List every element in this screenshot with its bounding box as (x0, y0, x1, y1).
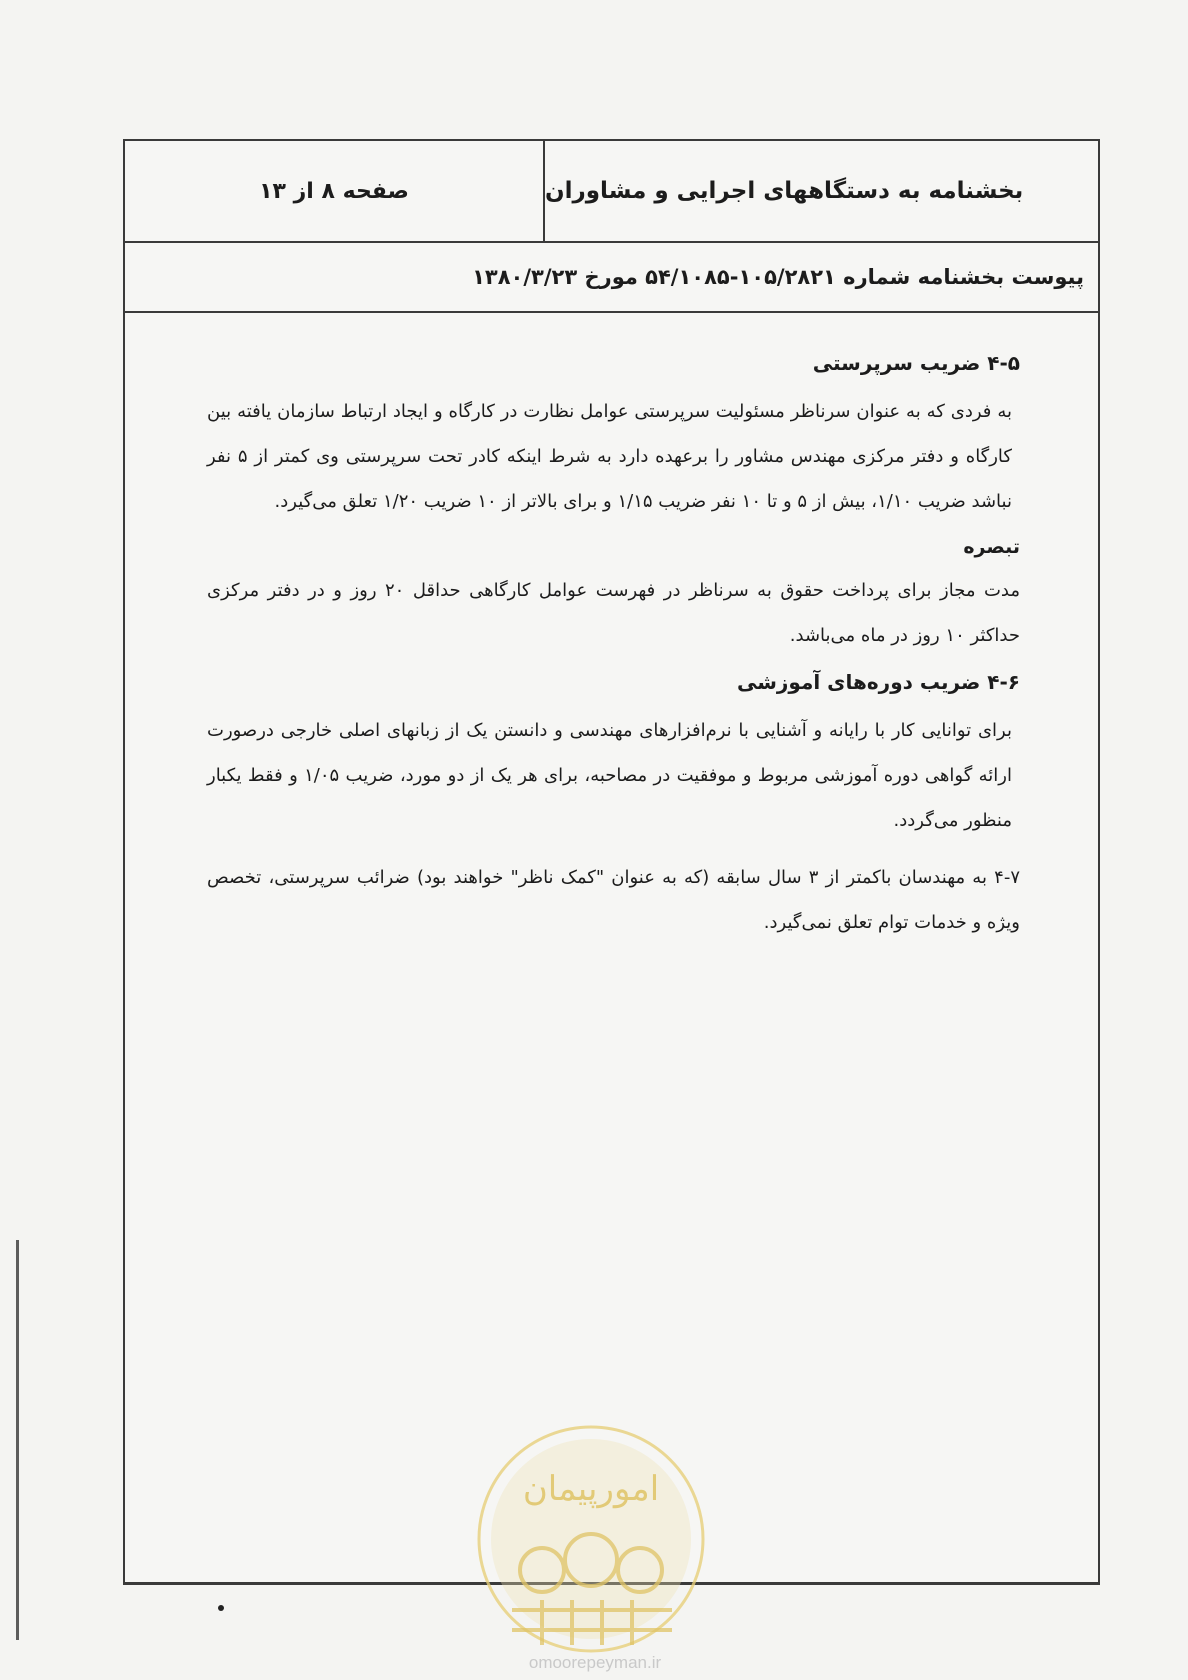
section-4-5-body: به فردی که به عنوان سرناظر مسئولیت سرپرستی عوامل نظارت در کارگاه و ایجاد ارتباط سازمان یافته بین کارگاه و دفتر مرکزی مهندس مشاور را برعهده دارد به شرط اینکه کادر تحت سرپرستی وی کمتر از ۵ نفر نباشد ضریب ۱/۱۰، بیش از ۵ و تا ۱۰ نفر ضریب ۱/۱۵ و برای بالاتر از ۱۰ ضریب ۱/۲۰ تعلق می‌گیرد. (207, 401, 1012, 512)
section-4-5-heading: ۴-۵ ضریب سرپرستی (812, 351, 1020, 375)
document-body (207, 351, 1020, 957)
section-4-6-heading: ۴-۶ ضریب دوره‌های آموزشی (737, 670, 1020, 694)
page-number: صفحه ۸ از ۱۳ (125, 141, 545, 241)
attachment-line: پیوست بخشنامه شماره ۱۰۵/۲۸۲۱-۵۴/۱۰۸۵ مورخ ۱۳۸۰/۳/۲۳ (125, 243, 1098, 313)
section-4-7-body: ۴-۷ به مهندسان باکمتر از ۳ سال سابقه (که به عنوان "کمک ناظر" خواهند بود) ضرائب سرپرستی، تخصص ویژه و خدمات توام تعلق نمی‌گیرد. (207, 867, 1020, 933)
watermark: omoorepeyman.ir (528, 1653, 662, 1672)
ink-dot (218, 1605, 224, 1611)
note-heading: تبصره (963, 536, 1020, 558)
stamp-lettering: امورپیمان (522, 1469, 660, 1509)
note-body: مدت مجاز برای پرداخت حقوق به سرناظر در فهرست عوامل کارگاهی حداقل ۲۰ روز و در دفتر مرکزی حداکثر ۱۰ روز در ماه می‌باشد. (207, 580, 1020, 646)
document-title: بخشنامه به دستگاههای اجرایی و مشاوران (545, 178, 1024, 204)
organization-stamp (472, 1420, 710, 1658)
document-frame (123, 139, 1100, 1585)
page-edge-mark (16, 1240, 19, 1640)
section-4-6-body: برای توانایی کار با رایانه و آشنایی با نرم‌افزارهای مهندسی و دانستن یک از زبانهای اصلی خارجی درصورت ارائه گواهی دوره آموزشی مربوط و موفقیت در مصاحبه، برای هر یک از دو مورد، ضریب ۱/۰۵ و فقط یکبار منظور می‌گردد. (207, 720, 1012, 831)
header-row (125, 141, 1098, 243)
